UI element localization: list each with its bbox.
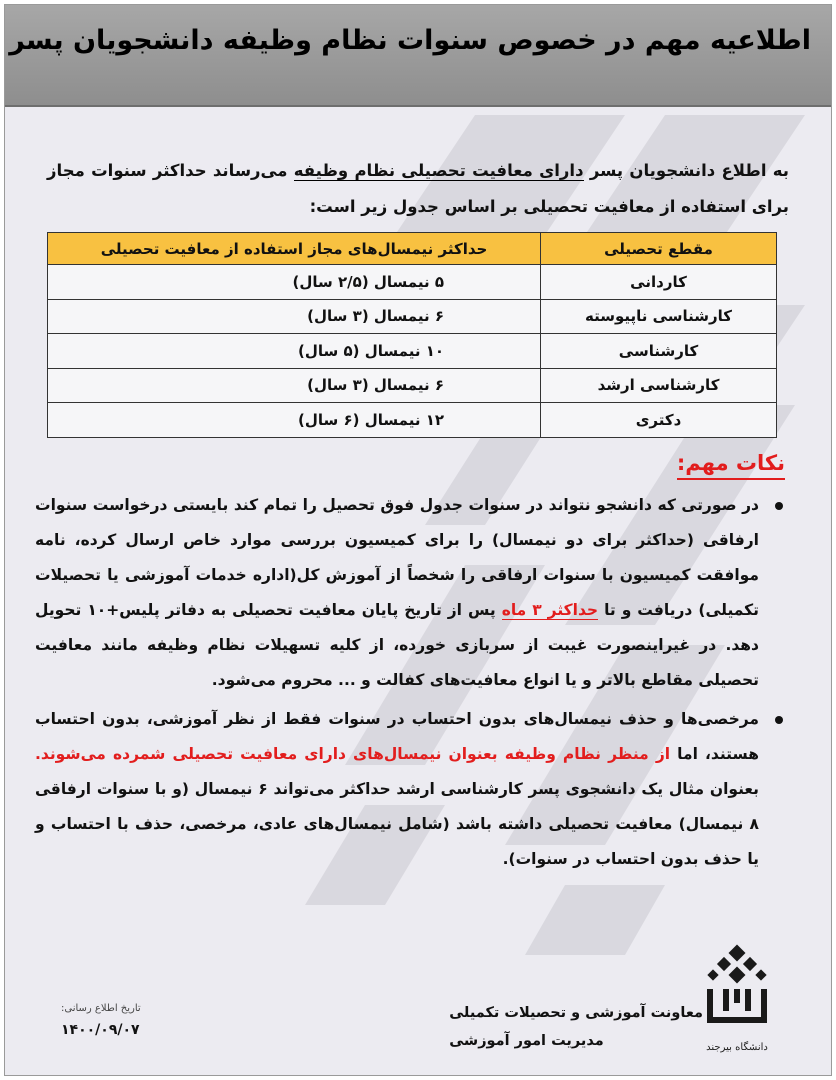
- date-value: ۱۴۰۰/۰۹/۰۷: [61, 1022, 140, 1038]
- table-row: [48, 334, 777, 369]
- cell-level: کارشناسی ناپیوسته: [541, 299, 777, 334]
- list-item: [35, 702, 789, 877]
- signature-block: [449, 999, 703, 1055]
- header-max-semesters: حداکثر نیمسال‌های مجاز استفاده از معافیت تحصیلی: [48, 233, 541, 265]
- logo-caption: دانشگاه بیرجند: [706, 1042, 768, 1053]
- cell-level: کارشناسی: [541, 334, 777, 369]
- cell-max-semesters: ۱۰ نیمسال (۵ سال): [48, 334, 541, 369]
- cell-max-semesters: ۶ نیمسال (۳ سال): [48, 299, 541, 334]
- list-item: [35, 488, 789, 698]
- announcement-date: [61, 1003, 141, 1038]
- logo-mark-icon: [697, 943, 777, 1035]
- university-logo: [697, 943, 777, 1053]
- signature-dept-2: مدیریت امور آموزشی: [449, 1033, 604, 1049]
- max-semesters-table: [47, 232, 777, 438]
- header-level: مقطع تحصیلی: [541, 233, 777, 265]
- note-2-red-text: از منظر نظام وظیفه بعنوان نیمسال‌های دارای معافیت تحصیلی شمرده می‌شوند.: [35, 745, 671, 763]
- table-row: [48, 265, 777, 300]
- table-row: [48, 403, 777, 438]
- intro-text-2: می‌رساند حداکثر سنوات مجاز برای استفاده از معافیت تحصیلی بر اساس جدول زیر است:: [47, 161, 789, 216]
- intro-underlined-text: دارای معافیت تحصیلی نظام وظیفه: [293, 161, 584, 180]
- note-2-text-b: بعنوان مثال یک دانشجوی پسر کارشناسی ارشد حداکثر می‌تواند ۶ نیمسال (و با سنوات ارفاقی ۸ نیمسال) معافیت تحصیلی داشته باشد (شامل نیمسال‌های عادی، مرخصی، حذف با احتساب و یا حذف بدون احتساب در سنوات).: [35, 780, 760, 868]
- note-2-text-a: مرخصی‌ها و حذف نیمسال‌های بدون احتساب در سنوات فقط از نظر آموزشی، بدون احتساب هستند، اما: [35, 710, 759, 763]
- cell-level: کارشناسی ارشد: [541, 368, 777, 403]
- date-label: تاریخ اطلاع رسانی:: [61, 1003, 141, 1014]
- important-notes-list: [35, 488, 789, 877]
- cell-level: دکتری: [541, 403, 777, 438]
- intro-text-1: به اطلاع دانشجویان پسر: [589, 161, 789, 180]
- page-title: اطلاعیه مهم در خصوص سنوات نظام وظیفه دانشجویان پسر: [9, 25, 811, 56]
- intro-paragraph: [47, 153, 789, 225]
- cell-max-semesters: ۶ نیمسال (۳ سال): [48, 368, 541, 403]
- cell-level: کاردانی: [541, 265, 777, 300]
- table-row: [48, 368, 777, 403]
- cell-max-semesters: ۵ نیمسال (۲/۵ سال): [48, 265, 541, 300]
- table-header-row: [48, 233, 777, 265]
- cell-max-semesters: ۱۲ نیمسال (۶ سال): [48, 403, 541, 438]
- important-notes-title: نکات مهم:: [677, 448, 785, 480]
- page-header: [5, 5, 831, 107]
- note-1-text-a: در صورتی که دانشجو نتواند در سنوات جدول فوق تحصیل را تمام کند بایستی درخواست سنوات ارفاقی (حداکثر برای دو نیمسال) را برای کمیسیون بررسی موارد خاص ارسال کرده، نامه موافقت کمیسیون با سنوات ارفاقی را شخصاً از آموزش کل(اداره خدمات آموزشی یا تحصیلات تکمیلی) دریافت و تا: [35, 496, 760, 619]
- note-1-deadline-highlight: حداکثر ۳ ماه: [501, 601, 599, 619]
- table-row: [48, 299, 777, 334]
- note-1-text-b: پس از تاریخ پایان معافیت تحصیلی به دفاتر پلیس+۱۰ تحویل دهد. در غیراینصورت غیبت از سربازی خورده، از کلیه تسهیلات نظام وظیفه مانند معافیت تحصیلی مقاطع بالاتر و یا انواع معافیت‌های کفالت و ... محروم می‌شود.: [35, 601, 759, 689]
- signature-dept-1: معاونت آموزشی و تحصیلات تکمیلی: [449, 1005, 703, 1021]
- announcement-page: [4, 4, 832, 1076]
